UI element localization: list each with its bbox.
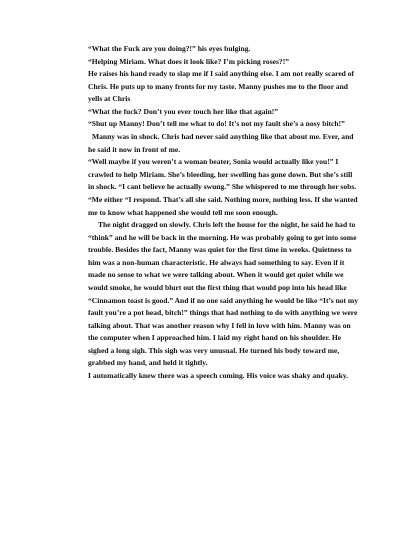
paragraph-dialogue-chris-reply: “Shut up Manny! Don’t tell me what to do! It’s not my fault she’s a nosy bitch!” [88,119,345,129]
paragraph-dialogue-woman-beater: “Well maybe if you weren’t a woman beater, Sonia would actually like you!” I crawled to help Miriam. She’s bleeding, her swelling has gone down. But she’s still in shock. “I cant believe he actually swung.” She whispered to me through her sobs. “Me either “I respond. That’s all she said. Nothing more, nothing less. If she wanted me to know what happened she would tell me soon enough. [88,157,358,217]
paragraph-dialogue-manny: “What the fuck? Don’t you ever touch her like that again!” [88,106,279,116]
story-text [88,43,358,383]
paragraph-narration-slap: He raises his hand ready to slap me if I said anything else. I am not really scared of Chris. He puts up to many fronts for my taste. Manny pushes me to the floor and yells at Chris [88,69,355,104]
paragraph-narration-shock: Manny was in shock. Chris had never said anything like that about me. Ever, and he said it now in front of me. [88,132,354,154]
paragraph-narration-night: The night dragged on slowly. Chris left the house for the night, he said he had to “think” and he will be back in the morning. He was probably going to get into some trouble. Besides the fact, Manny was quiet for the first time in weeks. Quietness to him was a non-human characteristic. He always had something to say. Even if it made no sense to what we were talking about. When it would get quiet while we would smoke, he would blurt out the first thing that would pop into his head like “Cinnamon toast is good.” And if no one said anything he would be like “It’s not my fault you’re a pot head, bitch!” things that had nothing to do with anything we were talking about. That was another reason why I fell in love with him. Manny was on the computer when I approached him. I laid my right hand on his shoulder. He sighed a long sigh. This sigh was very unusual. He turned his body toward me, grabbed my hand, and held it tightly. [88,220,358,368]
paragraph-dialogue-narrator: “Helping Miriam. What does it look like? I’m picking roses?!” [88,56,289,66]
paragraph-narration-speech: I automatically knew there was a speech coming. His voice was shaky and quaky. [88,371,349,381]
paragraph-dialogue-chris: “What the Fuck are you doing?!” his eyes bulging. [88,44,251,53]
